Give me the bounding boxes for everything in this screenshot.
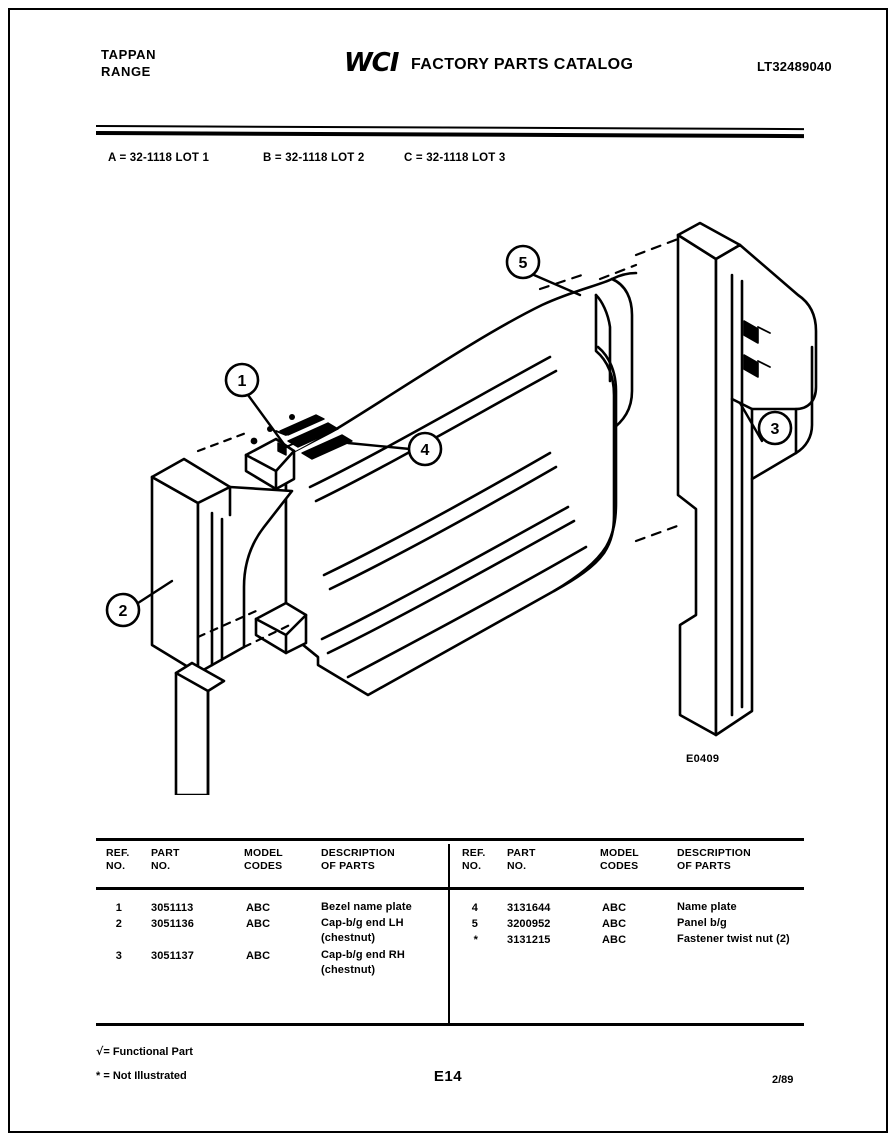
exploded-parts-illustration bbox=[80, 195, 820, 795]
illustration-svg bbox=[80, 195, 820, 795]
column-header-description: DESCRIPTION OF PARTS bbox=[677, 847, 751, 872]
column-header-model: MODEL CODES bbox=[244, 847, 283, 872]
table-row: Name plate bbox=[677, 901, 737, 913]
table-row: 5 bbox=[471, 918, 478, 930]
lot-code-a: A = 32-1118 LOT 1 bbox=[108, 152, 210, 164]
brand-block bbox=[101, 46, 156, 80]
table-row: ABC bbox=[602, 934, 627, 946]
lot-legend bbox=[0, 152, 896, 168]
table-row: 1 bbox=[115, 902, 122, 914]
catalog-title: FACTORY PARTS CATALOG bbox=[411, 56, 634, 73]
page-number: E14 bbox=[433, 1068, 463, 1085]
table-row: ABC bbox=[602, 918, 627, 930]
catalog-number: LT32489040 bbox=[757, 59, 832, 74]
callout-label-2: 2 bbox=[118, 603, 128, 620]
callout-label-5: 5 bbox=[518, 255, 528, 272]
callout-label-4: 4 bbox=[420, 442, 430, 459]
parts-table-right bbox=[452, 838, 804, 1026]
note-not-illustrated: * = Not Illustrated bbox=[96, 1070, 187, 1082]
page-header bbox=[0, 46, 896, 96]
parts-table bbox=[96, 838, 804, 1026]
table-row: Fastener twist nut (2) bbox=[677, 933, 790, 945]
table-row: ABC bbox=[246, 950, 271, 962]
brand-category: RANGE bbox=[101, 64, 151, 79]
table-row: ABC bbox=[246, 902, 271, 914]
table-row: 3131215 bbox=[507, 934, 551, 946]
column-header-ref: REF. NO. bbox=[462, 847, 486, 872]
table-row: 2 bbox=[115, 918, 122, 930]
table-row: Cap-b/g end RH (chestnut) bbox=[321, 949, 405, 976]
callout-4 bbox=[409, 433, 441, 465]
table-row: * bbox=[473, 934, 478, 946]
table-row: 3051136 bbox=[151, 918, 194, 930]
callout-label-3: 3 bbox=[770, 421, 780, 438]
callout-2 bbox=[107, 594, 139, 626]
note-functional-part: √= Functional Part bbox=[96, 1045, 193, 1058]
table-row: 3200952 bbox=[507, 918, 551, 930]
publication-date: 2/89 bbox=[772, 1074, 794, 1086]
column-header-part: PART NO. bbox=[151, 847, 180, 872]
column-header-part: PART NO. bbox=[507, 847, 536, 872]
lot-code-c: C = 32-1118 LOT 3 bbox=[404, 152, 506, 164]
brand-name: TAPPAN bbox=[101, 47, 157, 62]
table-row: ABC bbox=[246, 918, 271, 930]
table-row: 3051137 bbox=[151, 950, 194, 962]
parts-table-left bbox=[96, 838, 448, 1026]
callout-1 bbox=[226, 364, 258, 396]
lot-code-b: B = 32-1118 LOT 2 bbox=[263, 152, 365, 164]
check-icon: √ bbox=[96, 1045, 104, 1058]
callout-label-1: 1 bbox=[237, 373, 247, 390]
table-row: Bezel name plate bbox=[321, 901, 412, 913]
column-header-ref: REF. NO. bbox=[106, 847, 130, 872]
table-row: 3 bbox=[115, 950, 122, 962]
figure-code: E0409 bbox=[686, 753, 720, 765]
callout-3 bbox=[759, 412, 791, 444]
column-header-model: MODEL CODES bbox=[600, 847, 639, 872]
callout-5 bbox=[507, 246, 539, 278]
table-row: 3051113 bbox=[151, 902, 194, 914]
table-row: 3131644 bbox=[507, 902, 551, 914]
wci-logo: WCI bbox=[344, 48, 399, 78]
table-row: Cap-b/g end LH (chestnut) bbox=[321, 917, 404, 944]
column-header-description: DESCRIPTION OF PARTS bbox=[321, 847, 395, 872]
table-row: Panel b/g bbox=[677, 917, 727, 929]
table-row: 4 bbox=[471, 902, 478, 914]
table-row: ABC bbox=[602, 902, 627, 914]
